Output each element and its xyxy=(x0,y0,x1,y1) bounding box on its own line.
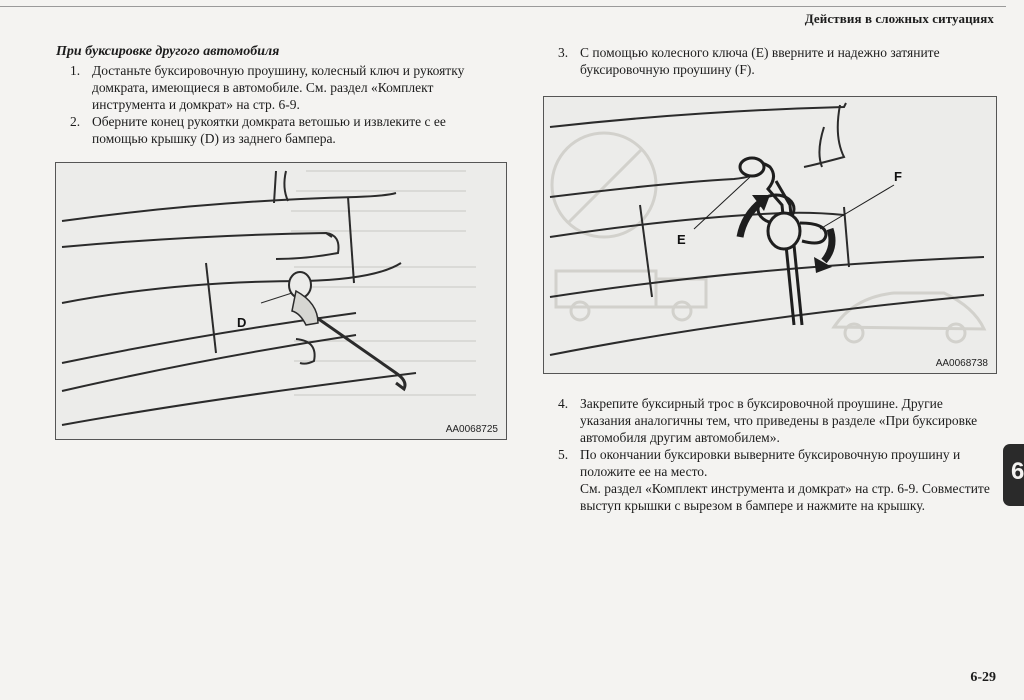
callout-d: D xyxy=(237,315,247,330)
step-text-extra: См. раздел «Комплект инструмента и домкрат» на стр. 6-9. Совместите выступ крышки с вырезом в бампере и нажмите на крышку. xyxy=(580,481,990,513)
step-text: По окончании буксировки выверните буксировочную проушину и положите ее на место. xyxy=(580,447,961,479)
figure-code-right: AA0068738 xyxy=(935,358,988,369)
step-number: 5. xyxy=(558,447,569,462)
bumper-illustration xyxy=(56,163,506,439)
header-rule xyxy=(0,6,1006,7)
callout-f: F xyxy=(894,169,902,184)
step-text: Оберните конец рукоятки домкрата ветошью и извлеките с ее помощью крышку (D) из заднего бампера. xyxy=(92,114,446,146)
step-5 xyxy=(558,446,994,514)
step-4 xyxy=(558,395,994,446)
section-title: При буксировке другого автомобиля xyxy=(56,44,280,59)
figure-tow-eye xyxy=(543,96,997,374)
chapter-tab xyxy=(1003,444,1024,506)
step-2 xyxy=(70,113,490,147)
page-number: 6-29 xyxy=(970,670,996,685)
step-number: 4. xyxy=(558,396,569,411)
tow-eye-illustration xyxy=(544,97,996,373)
figure-code-left: AA0068725 xyxy=(445,424,498,435)
figure-bumper-cover xyxy=(55,162,507,440)
step-3 xyxy=(558,44,988,78)
step-number: 1. xyxy=(70,63,81,78)
step-text: С помощью колесного ключа (E) вверните и надежно затяните буксировочную проушину (F). xyxy=(580,45,940,77)
callout-e: E xyxy=(677,232,686,247)
chapter-tab-number: 6 xyxy=(1011,458,1024,485)
step-number: 2. xyxy=(70,114,81,129)
steps-list-right-top xyxy=(558,44,988,78)
step-1 xyxy=(70,62,490,113)
step-number: 3. xyxy=(558,45,569,60)
chapter-title: Действия в сложных ситуациях xyxy=(804,11,994,26)
steps-list-right-bottom xyxy=(558,395,994,514)
steps-list-left xyxy=(70,62,490,147)
step-text: Достаньте буксировочную проушину, колесный ключ и рукоятку домкрата, имеющиеся в автомобиле. См. раздел «Комплект инструмента и домкрат» на стр. 6-9. xyxy=(92,63,465,112)
step-text: Закрепите буксирный трос в буксировочной проушине. Другие указания аналогичны тем, что приведены в разделе «При буксировке автомобиля другим автомобилем». xyxy=(580,396,978,445)
